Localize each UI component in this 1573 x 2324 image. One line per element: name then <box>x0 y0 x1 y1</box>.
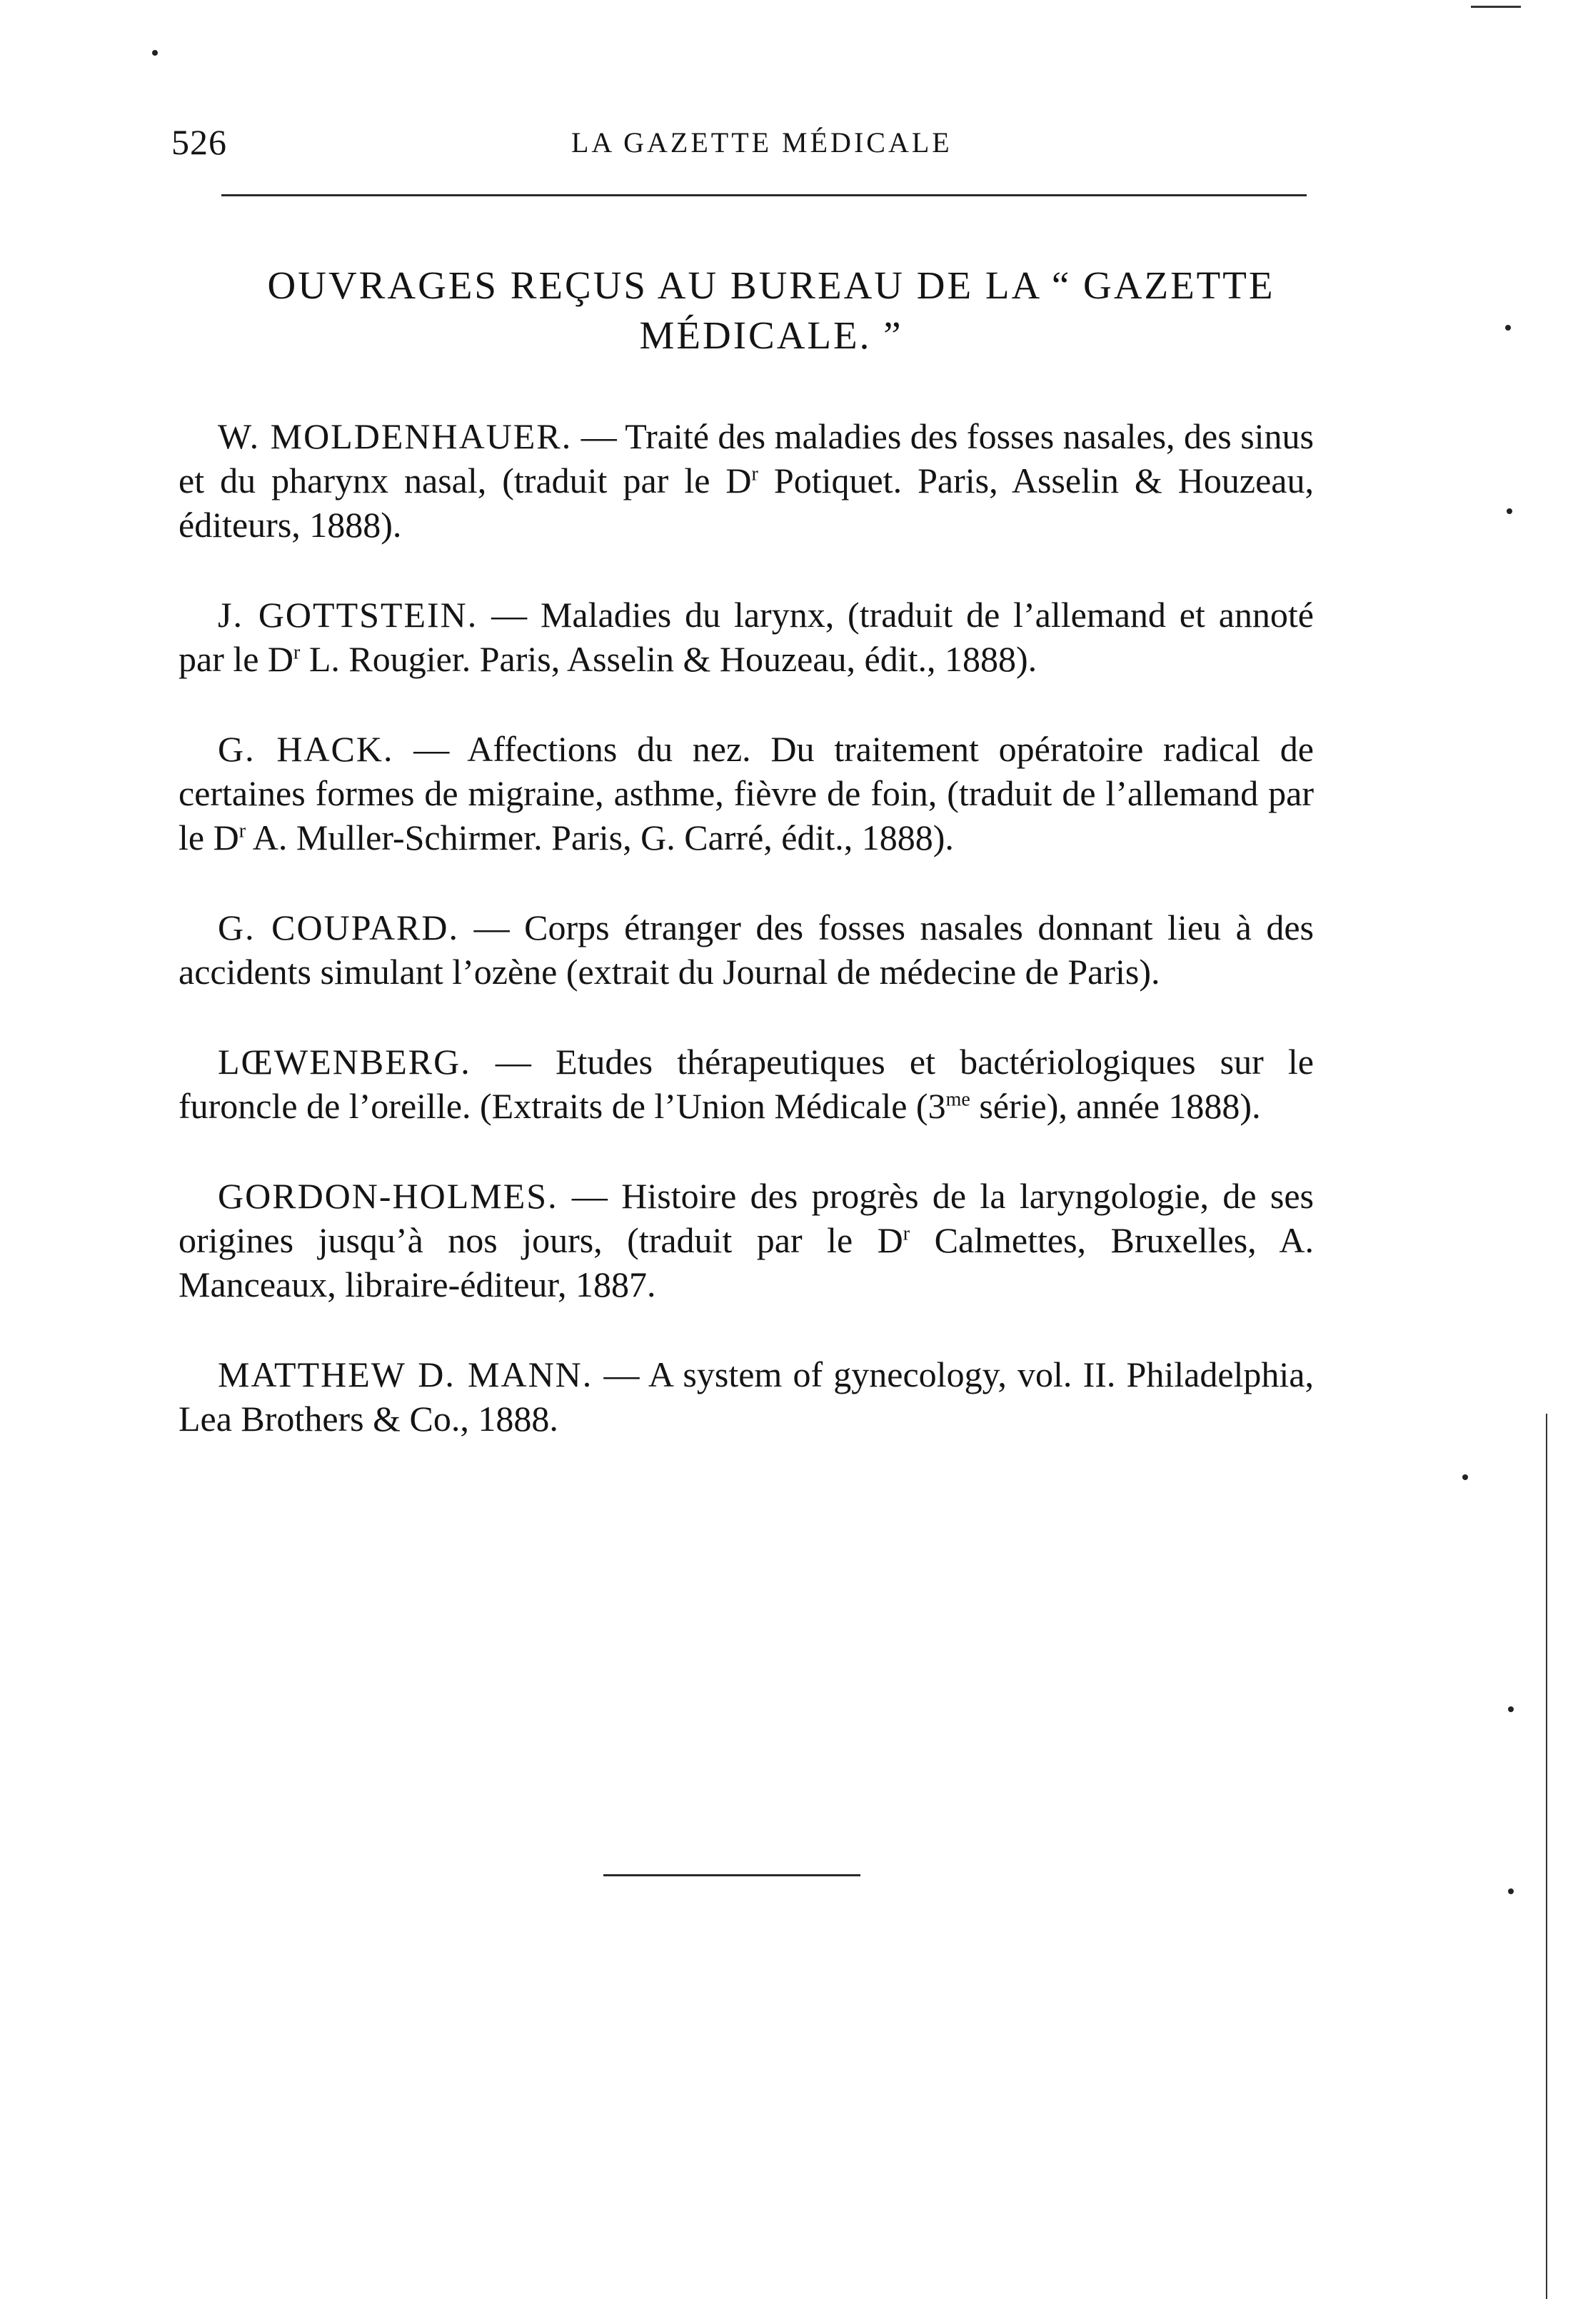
entry-text: — Corps étranger des fosses nasales donnant lieu à des accidents simulant l’ozène (extrait du Journal de médecine de Paris). <box>179 907 1314 992</box>
book-list <box>179 414 1314 1487</box>
entry-text: — Traité des maladies des fosses nasales, des sinus et du pharynx nasal, (traduit par le D <box>179 416 1315 500</box>
book-entry <box>179 1174 1314 1307</box>
scan-speck <box>152 50 158 56</box>
page-number: 526 <box>171 122 227 162</box>
section-title-line-2: MÉDICALE. ” <box>639 313 903 357</box>
entry-text: — Maladies du larynx, (traduit de l’allemand et annoté par le D <box>179 595 1314 679</box>
entry-superscript: r <box>293 641 301 664</box>
scan-speck <box>1508 1706 1514 1712</box>
entry-author: W. MOLDENHAUER. <box>218 416 573 456</box>
entry-superscript: r <box>238 820 246 842</box>
scan-speck <box>1507 508 1512 514</box>
book-entry <box>179 727 1314 860</box>
section-title <box>186 261 1357 361</box>
book-entry <box>179 593 1314 681</box>
entry-author: G. COUPARD. <box>218 907 460 947</box>
book-entry <box>179 905 1314 994</box>
book-entry <box>179 1352 1314 1441</box>
entry-text: — Histoire des progrès de la laryngologie, de ses origines jusqu’à nos jours, (traduit par le D <box>179 1176 1314 1260</box>
end-rule <box>603 1874 860 1876</box>
running-title: LA GAZETTE MÉDICALE <box>571 126 953 159</box>
section-title-line-1: OUVRAGES REÇUS AU BUREAU DE LA “ GAZETTE <box>267 263 1275 307</box>
entry-text-continued: Potiquet. Paris, Asselin & Houzeau, éditeurs, 1888). <box>179 461 1314 545</box>
entry-text-continued: A. Muller-Schirmer. Paris, G. Carré, édit., 1888). <box>246 818 954 857</box>
entry-author: GORDON-HOLMES. <box>218 1176 558 1216</box>
entry-author: LŒWENBERG. <box>218 1042 471 1082</box>
entry-text-continued: série), année 1888). <box>970 1086 1261 1126</box>
header-rule <box>221 194 1307 196</box>
entry-text: — A system of gynecology, vol. II. Philadelphia, Lea Brothers & Co., 1888. <box>179 1354 1314 1439</box>
scan-speck <box>1462 1474 1468 1480</box>
entry-author: J. GOTTSTEIN. <box>218 595 478 635</box>
entry-superscript: r <box>751 463 758 486</box>
running-head <box>171 121 1304 171</box>
scan-edge-line <box>1544 1414 1549 2299</box>
entry-author: MATTHEW D. MANN. <box>218 1354 593 1394</box>
book-entry <box>179 414 1314 547</box>
entry-superscript: me <box>945 1088 970 1111</box>
entry-text: — Affections du nez. Du traitement opératoire radical de certaines formes de migraine, asthme, fièvre de foin, (traduit de l’allemand par le D <box>179 729 1314 857</box>
book-entry <box>179 1040 1314 1128</box>
entry-text-continued: Calmettes, Bruxelles, A. Manceaux, libraire-éditeur, 1887. <box>179 1220 1314 1304</box>
scan-corner-mark <box>1471 6 1521 8</box>
scan-speck <box>1508 1888 1514 1894</box>
scan-speck <box>1505 325 1511 331</box>
entry-superscript: r <box>903 1222 910 1245</box>
entry-text-continued: L. Rougier. Paris, Asselin & Houzeau, édit., 1888). <box>300 639 1037 679</box>
entry-text: — Etudes thérapeutiques et bactériologiques sur le furoncle de l’oreille. (Extraits de l’Union Médicale (3 <box>179 1042 1314 1126</box>
entry-author: G. HACK. <box>218 729 394 769</box>
